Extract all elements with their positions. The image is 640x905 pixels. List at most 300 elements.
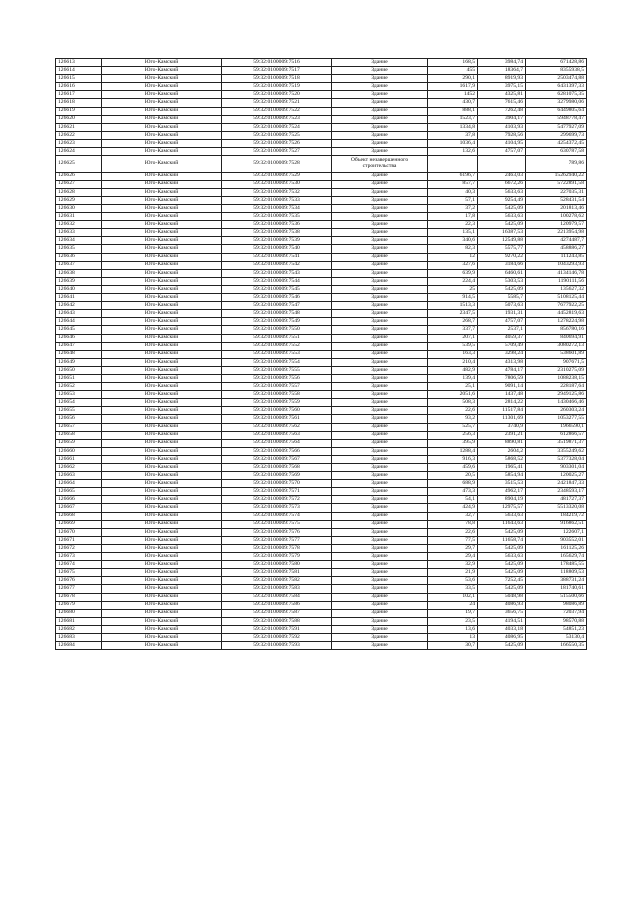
cadastral-value-cell: 903552,01 [526,536,587,544]
row-number-cell: 126652 [56,383,102,391]
row-number-cell: 126677 [56,585,102,593]
specific-value-cell: 4962,17 [478,488,526,496]
cadastral-value-cell: 1190111,56 [526,277,587,285]
district-cell: Юго-Камский [102,196,222,204]
object-type-cell: Здание [332,326,428,334]
district-cell: Юго-Камский [102,188,222,196]
object-type-cell: Здание [332,512,428,520]
district-cell: Юго-Камский [102,480,222,488]
object-type-cell: Здание [332,593,428,601]
object-type-cell: Здание [332,342,428,350]
object-type-cell: Здание [332,59,428,67]
table-row [56,205,587,213]
district-cell: Юго-Камский [102,318,222,326]
area-cell: 139,4 [428,374,478,382]
area-cell: 857,7 [428,180,478,188]
row-number-cell: 126633 [56,229,102,237]
row-number-cell: 126684 [56,642,102,650]
specific-value-cell: 5073,63 [478,302,526,310]
specific-value-cell: 4784,17 [478,366,526,374]
table-row [56,237,587,245]
area-cell: 688,9 [428,480,478,488]
area-cell: 102,1 [428,593,478,601]
table-row [56,520,587,528]
table-row [56,609,587,617]
district-cell: Юго-Камский [102,544,222,552]
object-type-cell: Здание [332,383,428,391]
specific-value-cell: 3740,9 [478,423,526,431]
specific-value-cell: 11301,69 [478,415,526,423]
specific-value-cell: 18364,7 [478,67,526,75]
district-cell: Юго-Камский [102,423,222,431]
cadastral-value-cell: 201813,46 [526,205,587,213]
specific-value-cell: 2391,21 [478,431,526,439]
district-cell: Юго-Камский [102,91,222,99]
area-cell [428,156,478,173]
table-row [56,472,587,480]
object-type-cell: Здание [332,642,428,650]
row-number-cell: 126614 [56,67,102,75]
cadastral-number-cell: 59:32:0100009:7541 [222,253,332,261]
object-type-cell: Здание [332,544,428,552]
specific-value-cell: 5425,09 [478,205,526,213]
cadastral-value-cell: 2348593,17 [526,488,587,496]
table-row [56,642,587,650]
cadastral-number-cell: 59:32:0100009:7564 [222,439,332,447]
district-cell: Юго-Камский [102,447,222,455]
specific-value-cell: 2814,22 [478,399,526,407]
district-cell: Юго-Камский [102,366,222,374]
table-row [56,374,587,382]
object-type-cell: Здание [332,577,428,585]
cadastral-value-cell: 671428,86 [526,59,587,67]
specific-value-cell: 5575,77 [478,245,526,253]
area-cell: 30,7 [428,642,478,650]
cadastral-number-cell: 59:32:0100009:7555 [222,366,332,374]
district-cell: Юго-Камский [102,131,222,139]
cadastral-value-cell: 3080272,13 [526,342,587,350]
area-cell: 82,3 [428,245,478,253]
cadastral-value-cell: 3519871,37 [526,439,587,447]
district-cell: Юго-Камский [102,205,222,213]
cadastral-number-cell: 59:32:0100009:7533 [222,196,332,204]
cadastral-value-cell: 3279980,06 [526,99,587,107]
object-type-cell: Здание [332,253,428,261]
object-type-cell: Здание [332,107,428,115]
object-type-cell: Здание [332,237,428,245]
table-row [56,593,587,601]
cadastral-value-cell: 4452819,63 [526,310,587,318]
row-number-cell: 126620 [56,115,102,123]
table-row [56,131,587,139]
object-type-cell: Здание [332,310,428,318]
row-number-cell: 126663 [56,472,102,480]
row-number-cell: 126635 [56,245,102,253]
table-row [56,496,587,504]
object-type-cell: Здание [332,464,428,472]
specific-value-cell: 11643,63 [478,520,526,528]
district-cell: Юго-Камский [102,115,222,123]
cadastral-value-cell: 181740,61 [526,585,587,593]
row-number-cell: 126629 [56,196,102,204]
district-cell: Юго-Камский [102,277,222,285]
object-type-cell: Здание [332,196,428,204]
specific-value-cell: 8904,19 [478,496,526,504]
cadastral-value-cell: 98086,89 [526,601,587,609]
area-cell: 888,1 [428,107,478,115]
row-number-cell: 126676 [56,577,102,585]
specific-value-cell: 5633,63 [478,512,526,520]
row-number-cell: 126662 [56,464,102,472]
district-cell: Юго-Камский [102,569,222,577]
object-type-cell: Здание [332,213,428,221]
row-number-cell: 126642 [56,302,102,310]
object-type-cell: Здание [332,633,428,641]
specific-value-cell: 5425,09 [478,585,526,593]
object-type-cell: Здание [332,229,428,237]
cadastral-value-cell: 54851,23 [526,625,587,633]
row-number-cell: 126669 [56,520,102,528]
row-number-cell: 126641 [56,294,102,302]
area-cell: 424,9 [428,504,478,512]
area-cell: 54,1 [428,496,478,504]
object-type-cell: Здание [332,294,428,302]
cadastral-number-cell: 59:32:0100009:7521 [222,99,332,107]
cadastral-number-cell: 59:32:0100009:7579 [222,553,332,561]
table-row [56,358,587,366]
area-cell: 1334,8 [428,123,478,131]
cadastral-number-cell: 59:32:0100009:7526 [222,139,332,147]
area-cell: 268,7 [428,318,478,326]
area-cell: 37,2 [428,205,478,213]
cadastral-number-cell: 59:32:0100009:7517 [222,67,332,75]
cadastral-value-cell: 15262940,22 [526,172,587,180]
row-number-cell: 126657 [56,423,102,431]
cadastral-value-cell: 6281075,35 [526,91,587,99]
cadastral-value-cell: 111243,85 [526,253,587,261]
row-number-cell: 126670 [56,528,102,536]
object-type-cell: Здание [332,423,428,431]
table-row [56,115,587,123]
row-number-cell: 126649 [56,358,102,366]
cadastral-number-cell: 59:32:0100009:7532 [222,188,332,196]
cadastral-number-cell: 59:32:0100009:7547 [222,302,332,310]
area-cell: 93,2 [428,415,478,423]
object-type-cell: Здание [332,366,428,374]
table-row [56,383,587,391]
object-type-cell: Здание [332,407,428,415]
cadastral-number-cell: 59:32:0100009:7570 [222,480,332,488]
area-cell: 132,6 [428,148,478,156]
district-cell: Юго-Камский [102,625,222,633]
cadastral-number-cell: 59:32:0100009:7516 [222,59,332,67]
row-number-cell: 126660 [56,447,102,455]
cadastral-number-cell: 59:32:0100009:7542 [222,261,332,269]
specific-value-cell: 9091,14 [478,383,526,391]
row-number-cell: 126632 [56,221,102,229]
specific-value-cell: 12549,88 [478,237,526,245]
area-cell: 25,1 [428,383,478,391]
district-cell: Юго-Камский [102,139,222,147]
specific-value-cell: 8919,93 [478,75,526,83]
district-cell: Юго-Камский [102,496,222,504]
row-number-cell: 126638 [56,269,102,277]
district-cell: Юго-Камский [102,107,222,115]
table-row [56,366,587,374]
cadastral-number-cell: 59:32:0100009:7534 [222,205,332,213]
row-number-cell: 126648 [56,350,102,358]
cadastral-number-cell: 59:32:0100009:7563 [222,431,332,439]
district-cell: Юго-Камский [102,75,222,83]
area-cell: 32,7 [428,512,478,520]
specific-value-cell: 5633,63 [478,553,526,561]
cadastral-number-cell: 59:32:0100009:7580 [222,561,332,569]
district-cell: Юго-Камский [102,383,222,391]
row-number-cell: 126659 [56,439,102,447]
cadastral-value-cell: 4274487,7 [526,237,587,245]
district-cell: Юго-Камский [102,342,222,350]
area-cell: 29,4 [428,553,478,561]
table-row [56,447,587,455]
object-type-cell: Здание [332,399,428,407]
cadastral-number-cell: 59:32:0100009:7578 [222,544,332,552]
district-cell: Юго-Камский [102,415,222,423]
object-type-cell: Здание [332,350,428,358]
specific-value-cell: 5709,49 [478,342,526,350]
cadastral-number-cell: 59:32:0100009:7592 [222,633,332,641]
row-number-cell: 126624 [56,148,102,156]
cadastral-value-cell: 260303,24 [526,407,587,415]
cadastral-number-cell: 59:32:0100009:7539 [222,237,332,245]
object-type-cell: Здание [332,617,428,625]
cadastral-value-cell: 228187,64 [526,383,587,391]
table-row [56,123,587,131]
cadastral-value-cell: 1053277,55 [526,415,587,423]
table-row [56,148,587,156]
table-row [56,83,587,91]
area-cell: 210,4 [428,358,478,366]
row-number-cell: 126618 [56,99,102,107]
cadastral-number-cell: 59:32:0100009:7528 [222,156,332,173]
object-type-cell: Здание [332,99,428,107]
cadastral-number-cell: 59:32:0100009:7551 [222,334,332,342]
cadastral-number-cell: 59:32:0100009:7557 [222,383,332,391]
cadastral-value-cell: 8355938,5 [526,67,587,75]
area-cell: 2051,6 [428,391,478,399]
cadastral-value-cell: 458886,27 [526,245,587,253]
table-row [56,196,587,204]
specific-value-cell: 5854,94 [478,472,526,480]
district-cell: Юго-Камский [102,310,222,318]
district-cell: Юго-Камский [102,229,222,237]
object-type-cell: Здание [332,601,428,609]
district-cell: Юго-Камский [102,439,222,447]
table-body [56,59,587,650]
row-number-cell: 126631 [56,213,102,221]
object-type-cell: Здание [332,472,428,480]
specific-value-cell: 5303,53 [478,277,526,285]
cadastral-number-cell: 59:32:0100009:7591 [222,625,332,633]
specific-value-cell: 2537,1 [478,326,526,334]
area-cell: 455 [428,67,478,75]
cadastral-value-cell: 4134146,78 [526,269,587,277]
cadastral-value-cell: 5513320,08 [526,504,587,512]
cadastral-value-cell: 118809,53 [526,569,587,577]
object-type-cell: Здание [332,569,428,577]
cadastral-number-cell: 59:32:0100009:7581 [222,569,332,577]
district-cell: Юго-Камский [102,326,222,334]
specific-value-cell: 2463,03 [478,172,526,180]
object-type-cell: Здание [332,585,428,593]
table-row [56,67,587,75]
row-number-cell: 126615 [56,75,102,83]
row-number-cell: 126674 [56,561,102,569]
specific-value-cell: 3656,75 [478,609,526,617]
row-number-cell: 126627 [56,180,102,188]
cadastral-number-cell: 59:32:0100009:7566 [222,447,332,455]
object-type-cell: Здание [332,261,428,269]
cadastral-value-cell: 7677922,25 [526,302,587,310]
cadastral-value-cell: 630787,58 [526,148,587,156]
area-cell: 21,9 [428,569,478,577]
cadastral-value-cell: 98570,88 [526,617,587,625]
district-cell: Юго-Камский [102,294,222,302]
district-cell: Юго-Камский [102,358,222,366]
object-type-cell: Объект незавершенного строительства [332,156,428,173]
area-cell: 12 [428,253,478,261]
object-type-cell: Здание [332,488,428,496]
cadastral-value-cell: 2421847,33 [526,480,587,488]
area-cell: 57,1 [428,196,478,204]
object-type-cell: Здание [332,358,428,366]
district-cell: Юго-Камский [102,472,222,480]
specific-value-cell: 1437,48 [478,391,526,399]
cadastral-value-cell: 6449805,64 [526,107,587,115]
object-type-cell: Здание [332,431,428,439]
specific-value-cell: 4313,98 [478,358,526,366]
table-row [56,585,587,593]
specific-value-cell: 4757,07 [478,318,526,326]
cadastral-number-cell: 59:32:0100009:7572 [222,496,332,504]
row-number-cell: 126616 [56,83,102,91]
area-cell: 22,6 [428,528,478,536]
cadastral-value-cell: 4254372,45 [526,139,587,147]
district-cell: Юго-Камский [102,617,222,625]
district-cell: Юго-Камский [102,59,222,67]
cadastral-number-cell: 59:32:0100009:7567 [222,455,332,463]
specific-value-cell: 5633,63 [478,213,526,221]
district-cell: Юго-Камский [102,593,222,601]
cadastral-number-cell: 59:32:0100009:7559 [222,399,332,407]
row-number-cell: 126639 [56,277,102,285]
row-number-cell: 126667 [56,504,102,512]
object-type-cell: Здание [332,83,428,91]
object-type-cell: Здание [332,115,428,123]
district-cell: Юго-Камский [102,237,222,245]
cadastral-value-cell: 5948778,47 [526,115,587,123]
specific-value-cell: 8890,81 [478,439,526,447]
area-cell: 13 [428,633,478,641]
table-row [56,294,587,302]
row-number-cell: 126665 [56,488,102,496]
specific-value-cell: 9254,49 [478,196,526,204]
table-row [56,107,587,115]
specific-value-cell: 5425,09 [478,285,526,293]
district-cell: Юго-Камский [102,642,222,650]
table-row [56,504,587,512]
object-type-cell: Здание [332,67,428,75]
specific-value-cell: 9270,22 [478,253,526,261]
cadastral-value-cell: 3355249,62 [526,447,587,455]
area-cell: 207,1 [428,334,478,342]
cadastral-value-cell: 227035,31 [526,188,587,196]
district-cell: Юго-Камский [102,464,222,472]
object-type-cell: Здание [332,221,428,229]
row-number-cell: 126656 [56,415,102,423]
row-number-cell: 126671 [56,536,102,544]
row-number-cell: 126645 [56,326,102,334]
specific-value-cell: 12975,57 [478,504,526,512]
cadastral-value-cell: 1088238,15 [526,374,587,382]
table-row [56,99,587,107]
object-type-cell: Здание [332,374,428,382]
object-type-cell: Здание [332,625,428,633]
cadastral-number-cell: 59:32:0100009:7571 [222,488,332,496]
row-number-cell: 126621 [56,123,102,131]
table-row [56,180,587,188]
cadastral-number-cell: 59:32:0100009:7553 [222,350,332,358]
row-number-cell: 126626 [56,172,102,180]
cadastral-value-cell: 481727,37 [526,496,587,504]
object-type-cell: Здание [332,188,428,196]
specific-value-cell: 5585,7 [478,294,526,302]
cadastral-number-cell: 59:32:0100009:7560 [222,407,332,415]
specific-value-cell: 6460,61 [478,269,526,277]
specific-value-cell: 4757,07 [478,148,526,156]
table-row [56,407,587,415]
specific-value-cell: 4104,95 [478,139,526,147]
object-type-cell: Здание [332,285,428,293]
district-cell: Юго-Камский [102,83,222,91]
area-cell: 77,5 [428,536,478,544]
row-number-cell: 126650 [56,366,102,374]
cadastral-value-cell: 2949125,86 [526,391,587,399]
cadastral-value-cell: 166550,35 [526,642,587,650]
area-cell: 1452 [428,91,478,99]
row-number-cell: 126666 [56,496,102,504]
row-number-cell: 126637 [56,261,102,269]
cadastral-number-cell: 59:32:0100009:7568 [222,464,332,472]
row-number-cell: 126643 [56,310,102,318]
table-row [56,245,587,253]
specific-value-cell: 5425,09 [478,221,526,229]
object-type-cell: Здание [332,609,428,617]
table-row [56,277,587,285]
table-row [56,310,587,318]
cadastral-number-cell: 59:32:0100009:7561 [222,415,332,423]
object-type-cell: Здание [332,172,428,180]
row-number-cell: 126672 [56,544,102,552]
row-number-cell: 126654 [56,399,102,407]
row-number-cell: 126679 [56,601,102,609]
row-number-cell: 126646 [56,334,102,342]
district-cell: Юго-Камский [102,172,222,180]
cadastral-value-cell: 178485,55 [526,561,587,569]
row-number-cell: 126628 [56,188,102,196]
specific-value-cell: 7806,59 [478,374,526,382]
table-row [56,601,587,609]
cadastral-value-cell: 612866,57 [526,431,587,439]
